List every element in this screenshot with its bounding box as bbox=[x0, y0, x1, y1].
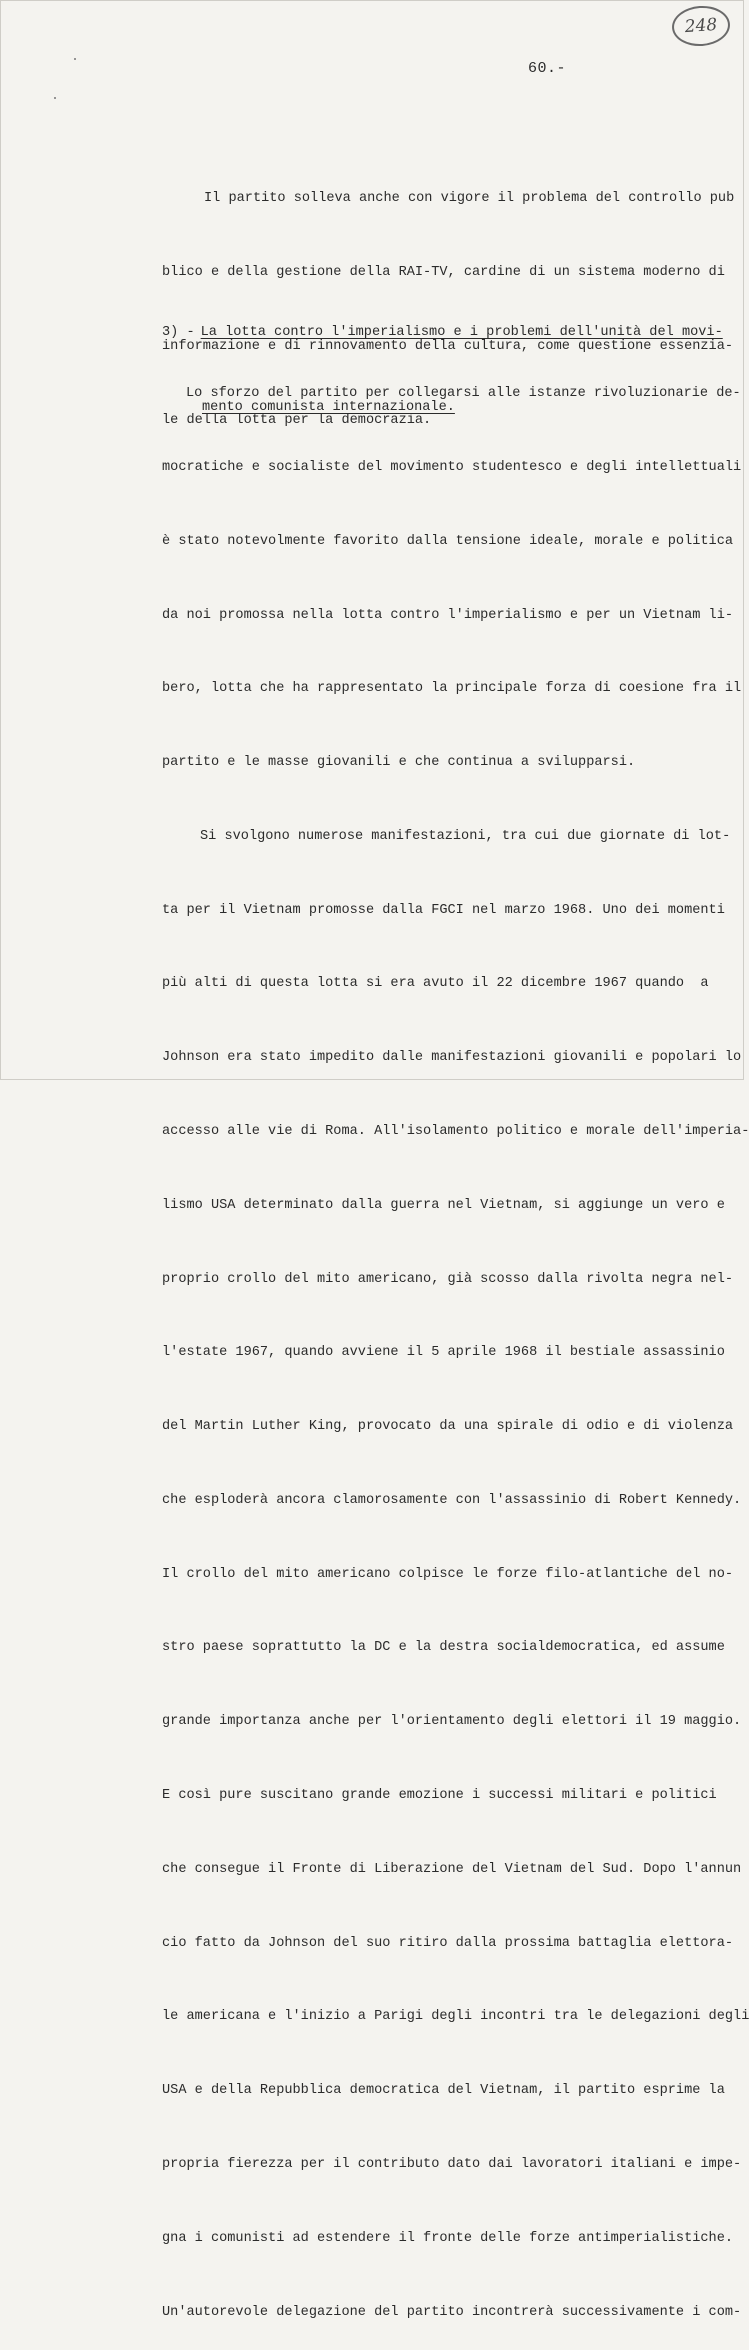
text-line: ta per il Vietnam promosse dalla FGCI nel marzo 1968. Uno dei momenti bbox=[162, 902, 725, 918]
text-line: che consegue il Fronte di Liberazione del Vietnam del Sud. Dopo l'annun bbox=[162, 1861, 742, 1877]
text-line: stro paese soprattutto la DC e la destra socialdemocratica, ed assume bbox=[162, 1640, 725, 1656]
text-line: che esploderà ancora clamorosamente con l'assassinio di Robert Kennedy. bbox=[162, 1492, 742, 1508]
text-line: da noi promossa nella lotta contro l'imperialismo e per un Vietnam li- bbox=[162, 607, 734, 623]
page-number: 60.- bbox=[528, 60, 567, 77]
text-line: del Martin Luther King, provocato da una spirale di odio e di violenza bbox=[162, 1419, 734, 1435]
text-line: blico e della gestione della RAI-TV, cardine di un sistema moderno di bbox=[162, 264, 725, 280]
text-line: lismo USA determinato dalla guerra nel Vietnam, si aggiunge un vero e bbox=[162, 1197, 725, 1213]
text-line: informazione e di rinnovamento della cultura, come questione essenzia- bbox=[162, 338, 734, 354]
paragraph-imperialism bbox=[162, 333, 749, 2350]
text-line: E così pure suscitano grande emozione i successi militari e politici bbox=[162, 1788, 717, 1804]
text-line: bero, lotta che ha rappresentato la principale forza di coesione fra il bbox=[162, 681, 742, 697]
text-line: cio fatto da Johnson del suo ritiro dalla prossima battaglia elettora- bbox=[162, 1935, 734, 1951]
text-line: più alti di questa lotta si era avuto il 22 dicembre 1967 quando a bbox=[162, 976, 709, 992]
text-line: Lo sforzo del partito per collegarsi alle istanze rivoluzionarie de- bbox=[186, 386, 741, 402]
paper-speck bbox=[54, 97, 56, 99]
text-line: Johnson era stato impedito dalle manifestazioni giovanili e popolari lo bbox=[162, 1050, 742, 1066]
section-number: 3) - bbox=[162, 325, 195, 340]
text-line: Il crollo del mito americano colpisce le forze filo-atlantiche del no- bbox=[162, 1566, 734, 1582]
text-line: propria fierezza per il contributo dato dai lavoratori italiani e impe- bbox=[162, 2156, 742, 2172]
text-line: gna i comunisti ad estendere il fronte delle forze antimperialistiche. bbox=[162, 2230, 734, 2246]
text-line: Si svolgono numerose manifestazioni, tra cui due giornate di lot- bbox=[200, 828, 731, 844]
text-line: le della lotta per la democrazia. bbox=[162, 412, 432, 428]
text-line: USA e della Repubblica democratica del Vietnam, il partito esprime la bbox=[162, 2083, 725, 2099]
text-line: mocratiche e socialiste del movimento studentesco e degli intellettuali bbox=[162, 459, 742, 475]
paper-speck bbox=[74, 58, 76, 60]
text-line: Un'autorevole delegazione del partito incontrerà successivamente i com- bbox=[162, 2304, 742, 2320]
archive-stamp: 248 bbox=[671, 4, 732, 48]
text-line: è stato notevolmente favorito dalla tensione ideale, morale e politica bbox=[162, 533, 734, 549]
text-line: Il partito solleva anche con vigore il problema del controllo pub bbox=[204, 191, 735, 207]
text-line: accesso alle vie di Roma. All'isolamento politico e morale dell'imperia- bbox=[162, 1124, 749, 1139]
text-line: l'estate 1967, quando avviene il 5 aprile 1968 il bestiale assassinio bbox=[162, 1345, 725, 1361]
text-line: partito e le masse giovanili e che continua a svilupparsi. bbox=[162, 755, 636, 771]
text-line: grande importanza anche per l'orientamento degli elettori il 19 maggio. bbox=[162, 1714, 742, 1730]
section-title-line-1: La lotta contro l'imperialismo e i problemi dell'unità del movi- bbox=[200, 325, 723, 340]
section-title-line-2: mento comunista internazionale. bbox=[202, 400, 455, 415]
text-line: le americana e l'inizio a Parigi degli incontri tra le delegazioni degli bbox=[162, 2009, 749, 2025]
text-line: proprio crollo del mito americano, già scosso dalla rivolta negra nel- bbox=[162, 1271, 734, 1287]
